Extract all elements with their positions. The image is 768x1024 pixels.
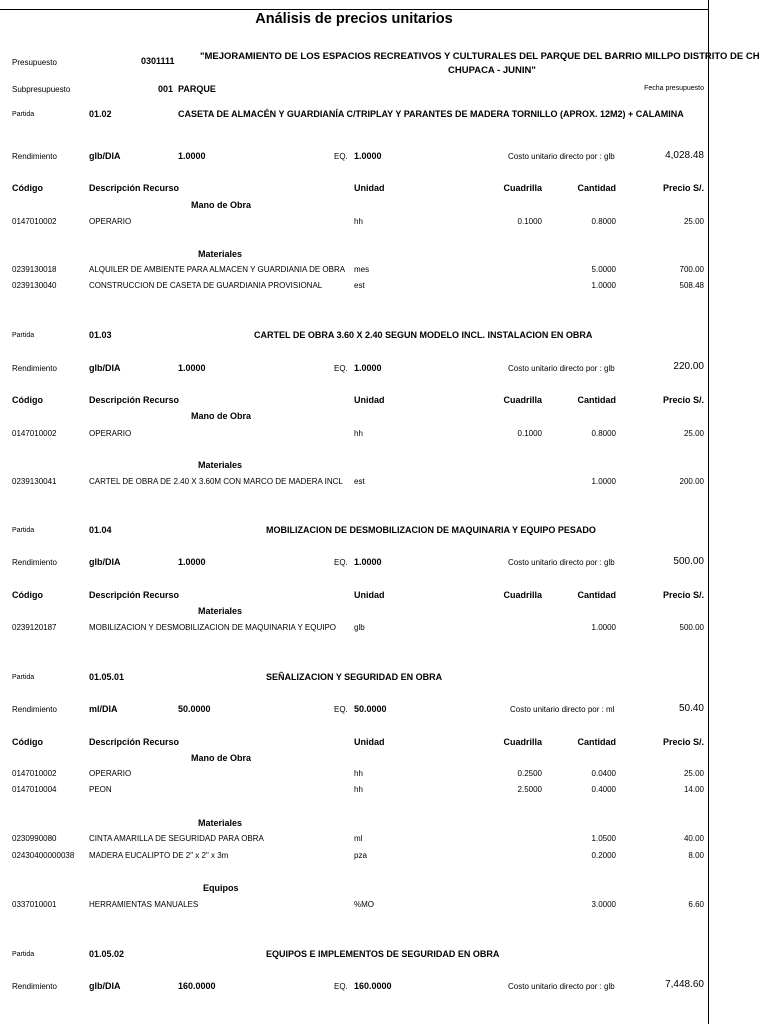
item-cantidad: 0.8000 — [591, 217, 616, 226]
item-cantidad: 0.2000 — [591, 851, 616, 860]
item-desc: MADERA EUCALIPTO DE 2" x 2" x 3m — [89, 851, 229, 860]
col-codigo: Código — [12, 395, 43, 405]
item-cantidad: 1.0000 — [591, 281, 616, 290]
item-unit: est — [354, 281, 365, 290]
partida-label: Partida — [12, 527, 35, 534]
rendimiento-unit: ml/DIA — [89, 704, 118, 714]
rendimiento-value: 50.0000 — [178, 704, 211, 714]
item-desc: MOBILIZACION Y DESMOBILIZACION DE MAQUINARIA Y EQUIPO — [89, 623, 337, 632]
rendimiento-unit: glb/DIA — [89, 151, 121, 161]
eq-label: EQ. — [334, 152, 348, 161]
col-descripcion: Descripción Recurso — [89, 590, 180, 600]
partida-name: CASETA DE ALMACÉN Y GUARDIANÍA C/TRIPLAY Y PARANTES DE MADERA TORNILLO (APROX. 12M2) + CALAMINA — [178, 109, 684, 119]
col-cuadrilla: Cuadrilla — [503, 395, 542, 405]
item-code: 0337010001 — [12, 900, 57, 909]
item-code: 0239130040 — [12, 281, 57, 290]
costo-value: 500.00 — [673, 556, 704, 567]
item-precio: 14.00 — [683, 785, 704, 794]
col-codigo: Código — [12, 590, 43, 600]
partida-label: Partida — [12, 332, 35, 339]
group-materiales: Materiales — [198, 606, 243, 616]
item-desc: CONSTRUCCION DE CASETA DE GUARDIANIA PROVISIONAL — [89, 281, 323, 290]
right-rule — [708, 0, 709, 1024]
subpresupuesto-label: Subpresupuesto — [12, 85, 71, 94]
item-precio: 500.00 — [679, 623, 704, 632]
col-precio: Precio S/. — [662, 395, 704, 405]
eq-value: 1.0000 — [354, 363, 382, 373]
group-mano-obra: Mano de Obra — [191, 753, 252, 763]
rendimiento-label: Rendimiento — [12, 364, 57, 373]
item-desc: ALQUILER DE AMBIENTE PARA ALMACEN Y GUARDIANIA DE OBRA — [89, 265, 346, 274]
item-code: 0239130041 — [12, 477, 57, 486]
col-cantidad: Cantidad — [577, 395, 616, 405]
group-equipos: Equipos — [203, 883, 239, 893]
eq-value: 1.0000 — [354, 151, 382, 161]
rendimiento-unit: glb/DIA — [89, 363, 121, 373]
item-code: 0147010002 — [12, 429, 57, 438]
item-precio: 700.00 — [679, 265, 704, 274]
top-rule — [0, 9, 708, 10]
subpresupuesto-name: PARQUE — [178, 84, 216, 94]
item-cantidad: 0.8000 — [591, 429, 616, 438]
costo-value: 4,028.48 — [665, 150, 704, 161]
col-precio: Precio S/. — [662, 590, 704, 600]
costo-label: Costo unitario directo por : glb — [508, 558, 615, 567]
item-precio: 25.00 — [683, 769, 704, 778]
col-codigo: Código — [12, 737, 43, 747]
partida-name: MOBILIZACION DE DESMOBILIZACION DE MAQUINARIA Y EQUIPO PESADO — [266, 525, 596, 535]
item-unit: %MO — [354, 900, 374, 909]
item-precio: 200.00 — [679, 477, 704, 486]
item-unit: glb — [354, 623, 365, 632]
item-precio: 508.48 — [679, 281, 704, 290]
col-cuadrilla: Cuadrilla — [503, 590, 542, 600]
item-desc: PEON — [89, 785, 112, 794]
item-unit: ml — [354, 834, 363, 843]
item-unit: hh — [354, 429, 363, 438]
partida-label: Partida — [12, 674, 35, 681]
item-cuadrilla: 0.1000 — [517, 429, 542, 438]
costo-label: Costo unitario directo por : glb — [508, 982, 615, 991]
rendimiento-label: Rendimiento — [12, 705, 57, 714]
item-precio: 25.00 — [683, 217, 704, 226]
item-code: 0147010004 — [12, 785, 57, 794]
group-mano-obra: Mano de Obra — [191, 411, 252, 421]
item-code: 02430400000038 — [12, 851, 75, 860]
partida-name: SEÑALIZACION Y SEGURIDAD EN OBRA — [266, 672, 443, 682]
item-unit: mes — [354, 265, 370, 274]
col-descripcion: Descripción Recurso — [89, 183, 180, 193]
eq-label: EQ. — [334, 558, 348, 567]
item-cantidad: 0.0400 — [591, 769, 616, 778]
item-desc: OPERARIO — [89, 217, 132, 226]
col-unidad: Unidad — [354, 183, 385, 193]
rendimiento-value: 1.0000 — [178, 557, 206, 567]
page-title: Análisis de precios unitarios — [255, 11, 453, 27]
fecha-presupuesto-label: Fecha presupuesto — [644, 85, 704, 92]
item-code: 0239120187 — [12, 623, 57, 632]
partida-name: CARTEL DE OBRA 3.60 X 2.40 SEGUN MODELO INCL. INSTALACION EN OBRA — [254, 330, 593, 340]
col-cantidad: Cantidad — [577, 590, 616, 600]
rendimiento-unit: glb/DIA — [89, 557, 121, 567]
col-cuadrilla: Cuadrilla — [503, 737, 542, 747]
item-cuadrilla: 0.2500 — [517, 769, 542, 778]
eq-value: 50.0000 — [354, 704, 387, 714]
col-unidad: Unidad — [354, 737, 385, 747]
item-unit: est — [354, 477, 365, 486]
costo-label: Costo unitario directo por : glb — [508, 152, 615, 161]
project-title-line1: "MEJORAMIENTO DE LOS ESPACIOS RECREATIVOS Y CULTURALES DEL PARQUE DEL BARRIO MILLPO DISTRITO DE CH — [200, 51, 760, 62]
subpresupuesto-code: 001 — [158, 84, 174, 94]
costo-value: 7,448.60 — [665, 979, 704, 990]
item-unit: hh — [354, 217, 363, 226]
col-precio: Precio S/. — [662, 183, 704, 193]
item-unit: hh — [354, 785, 363, 794]
item-unit: pza — [354, 851, 367, 860]
col-cuadrilla: Cuadrilla — [503, 183, 542, 193]
item-cantidad: 1.0000 — [591, 477, 616, 486]
item-cantidad: 0.4000 — [591, 785, 616, 794]
group-materiales: Materiales — [198, 460, 243, 470]
item-desc: OPERARIO — [89, 429, 132, 438]
costo-value: 50.40 — [678, 703, 704, 714]
item-precio: 6.60 — [688, 900, 704, 909]
item-precio: 8.00 — [688, 851, 704, 860]
eq-value: 1.0000 — [354, 557, 382, 567]
rendimiento-label: Rendimiento — [12, 982, 57, 991]
costo-label: Costo unitario directo por : glb — [508, 364, 615, 373]
col-unidad: Unidad — [354, 395, 385, 405]
rendimiento-label: Rendimiento — [12, 558, 57, 567]
col-unidad: Unidad — [354, 590, 385, 600]
col-cantidad: Cantidad — [577, 737, 616, 747]
eq-label: EQ. — [334, 982, 348, 991]
item-cantidad: 1.0500 — [591, 834, 616, 843]
item-desc: CARTEL DE OBRA DE 2.40 X 3.60M CON MARCO DE MADERA INCL — [89, 477, 343, 486]
col-codigo: Código — [12, 183, 43, 193]
rendimiento-value: 1.0000 — [178, 363, 206, 373]
partida-code: 01.03 — [89, 330, 112, 340]
col-descripcion: Descripción Recurso — [89, 737, 180, 747]
partida-name: EQUIPOS E IMPLEMENTOS DE SEGURIDAD EN OBRA — [266, 949, 500, 959]
eq-label: EQ. — [334, 364, 348, 373]
rendimiento-value: 160.0000 — [178, 981, 216, 991]
rendimiento-unit: glb/DIA — [89, 981, 121, 991]
partida-code: 01.05.02 — [89, 949, 125, 959]
rendimiento-value: 1.0000 — [178, 151, 206, 161]
item-desc: OPERARIO — [89, 769, 132, 778]
item-desc: HERRAMIENTAS MANUALES — [89, 900, 199, 909]
item-precio: 40.00 — [683, 834, 704, 843]
item-cantidad: 3.0000 — [591, 900, 616, 909]
item-cuadrilla: 0.1000 — [517, 217, 542, 226]
item-code: 0230990080 — [12, 834, 57, 843]
item-precio: 25.00 — [683, 429, 704, 438]
item-cantidad: 1.0000 — [591, 623, 616, 632]
project-title-line2: CHUPACA - JUNIN" — [448, 65, 536, 76]
item-cantidad: 5.0000 — [591, 265, 616, 274]
item-code: 0239130018 — [12, 265, 57, 274]
item-code: 0147010002 — [12, 217, 57, 226]
presupuesto-code: 0301111 — [141, 56, 175, 66]
item-cuadrilla: 2.5000 — [517, 785, 542, 794]
partida-code: 01.05.01 — [89, 672, 125, 682]
group-materiales: Materiales — [198, 249, 243, 259]
partida-code: 01.02 — [89, 109, 112, 119]
item-desc: CINTA AMARILLA DE SEGURIDAD PARA OBRA — [89, 834, 264, 843]
presupuesto-label: Presupuesto — [12, 58, 57, 67]
col-precio: Precio S/. — [662, 737, 704, 747]
partida-code: 01.04 — [89, 525, 112, 535]
item-unit: hh — [354, 769, 363, 778]
eq-value: 160.0000 — [354, 981, 392, 991]
partida-label: Partida — [12, 951, 35, 958]
costo-value: 220.00 — [673, 361, 704, 372]
group-materiales: Materiales — [198, 818, 243, 828]
costo-label: Costo unitario directo por : ml — [510, 705, 615, 714]
partida-label: Partida — [12, 111, 35, 118]
col-descripcion: Descripción Recurso — [89, 395, 180, 405]
group-mano-obra: Mano de Obra — [191, 200, 252, 210]
col-cantidad: Cantidad — [577, 183, 616, 193]
rendimiento-label: Rendimiento — [12, 152, 57, 161]
item-code: 0147010002 — [12, 769, 57, 778]
eq-label: EQ. — [334, 705, 348, 714]
